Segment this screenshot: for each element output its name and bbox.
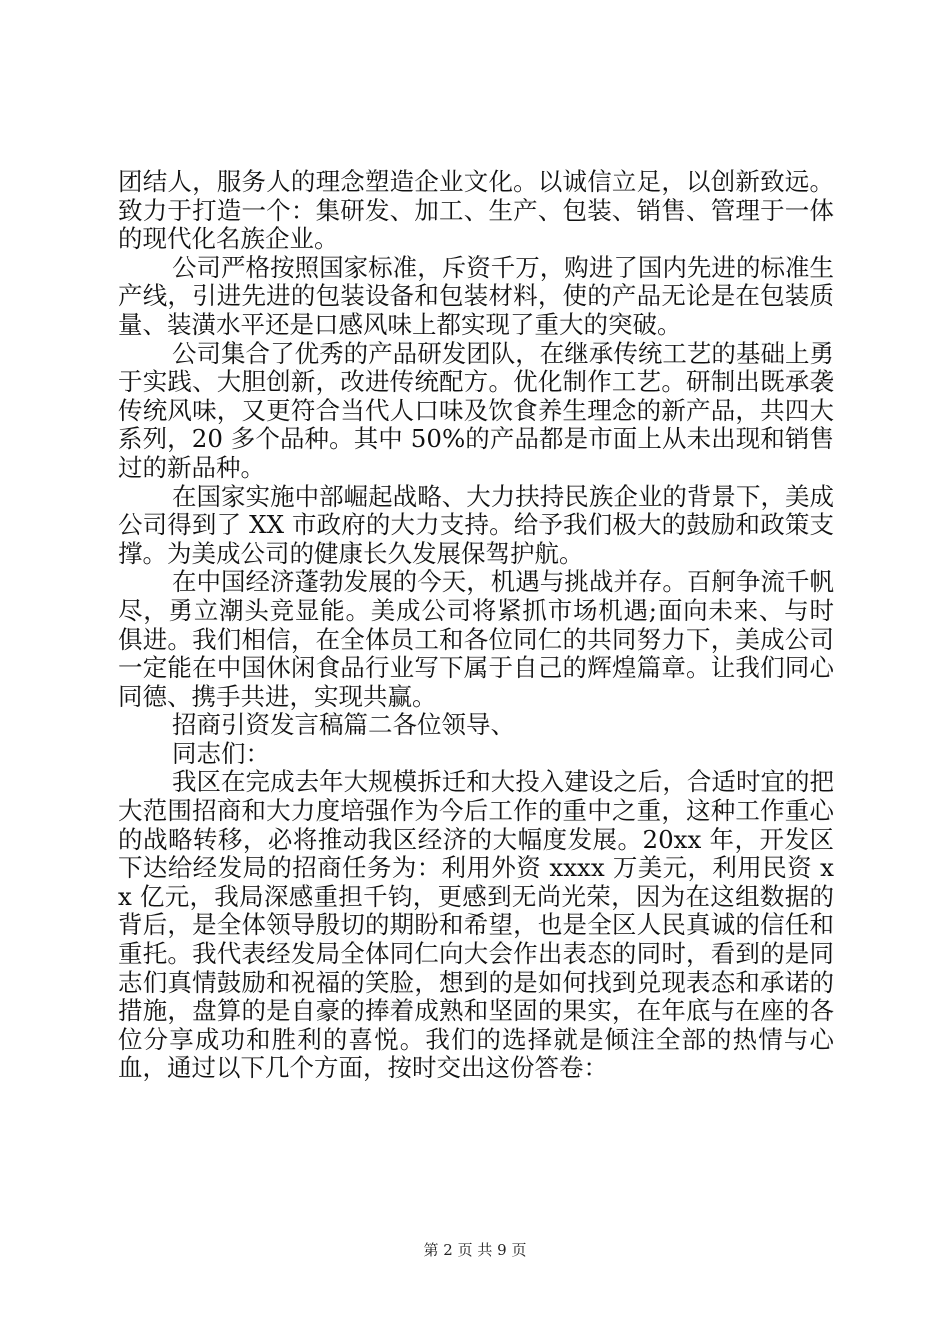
paragraph: 公司严格按照国家标准，斥资千万，购进了国内先进的标准生产线，引进先进的包装设备和包装材料，使的产品无论是在包装质量、装潢水平还是口感风味上都实现了重大的突破。 <box>118 252 834 339</box>
paragraph: 团结人，服务人的理念塑造企业文化。以诚信立足，以创新致远。致力于打造一个：集研发、加工、生产、包装、销售、管理于一体的现代化名族企业。 <box>118 167 834 254</box>
paragraph: 公司集合了优秀的产品研发团队，在继承传统工艺的基础上勇于实践、大胆创新，改进传统配方。优化制作工艺。研制出既承袭传统风味，又更符合当代人口味及饮食养生理念的新产品，共四大系列，20 多个品种。其中 50%的产品都是市面上从未出现和销售过的新品种。 <box>118 338 834 482</box>
paragraph: 在国家实施中部崛起战略、大力扶持民族企业的背景下，美成公司得到了 XX 市政府的大力支持。给予我们极大的鼓励和政策支撑。为美成公司的健康长久发展保驾护航。 <box>118 481 834 568</box>
document-body <box>118 168 834 1083</box>
paragraph: 我区在完成去年大规模拆迁和大投入建设之后，合适时宜的把大范围招商和大力度培强作为今后工作的重中之重，这种工作重心的战略转移，必将推动我区经济的大幅度发展。20xx 年，开发区下达给经发局的招商任务为：利用外资 xxxx 万美元，利用民资 xx 亿元，我局深感重担千钧，更感到无尚光荣，因为在这组数据的背后，是全体领导殷切的期盼和希望，也是全区人民真诚的信任和重托。我代表经发局全体同仁向大会作出表态的同时，看到的是同志们真情鼓励和祝福的笑脸，想到的是如何找到兑现表态和承诺的措施，盘算的是自豪的捧着成熟和坚固的果实，在年底与在座的各位分享成功和胜利的喜悦。我们的选择就是倾注全部的热情与心血，通过以下几个方面，按时交出这份答卷： <box>118 767 834 1083</box>
salutation: 同志们： <box>172 738 270 768</box>
paragraph: 在中国经济蓬勃发展的今天，机遇与挑战并存。百舸争流千帆尽，勇立潮头竞显能。美成公司将紧抓市场机遇;面向未来、与时俱进。我们相信，在全体员工和各位同仁的共同努力下，美成公司一定能在中国休闲食品行业写下属于自己的辉煌篇章。让我们同心同德、携手共进，实现共赢。 <box>118 567 834 711</box>
section-heading: 招商引资发言稿篇二各位领导、 <box>172 710 515 740</box>
page-number-footer: 第 2 页 共 9 页 <box>423 1241 527 1259</box>
